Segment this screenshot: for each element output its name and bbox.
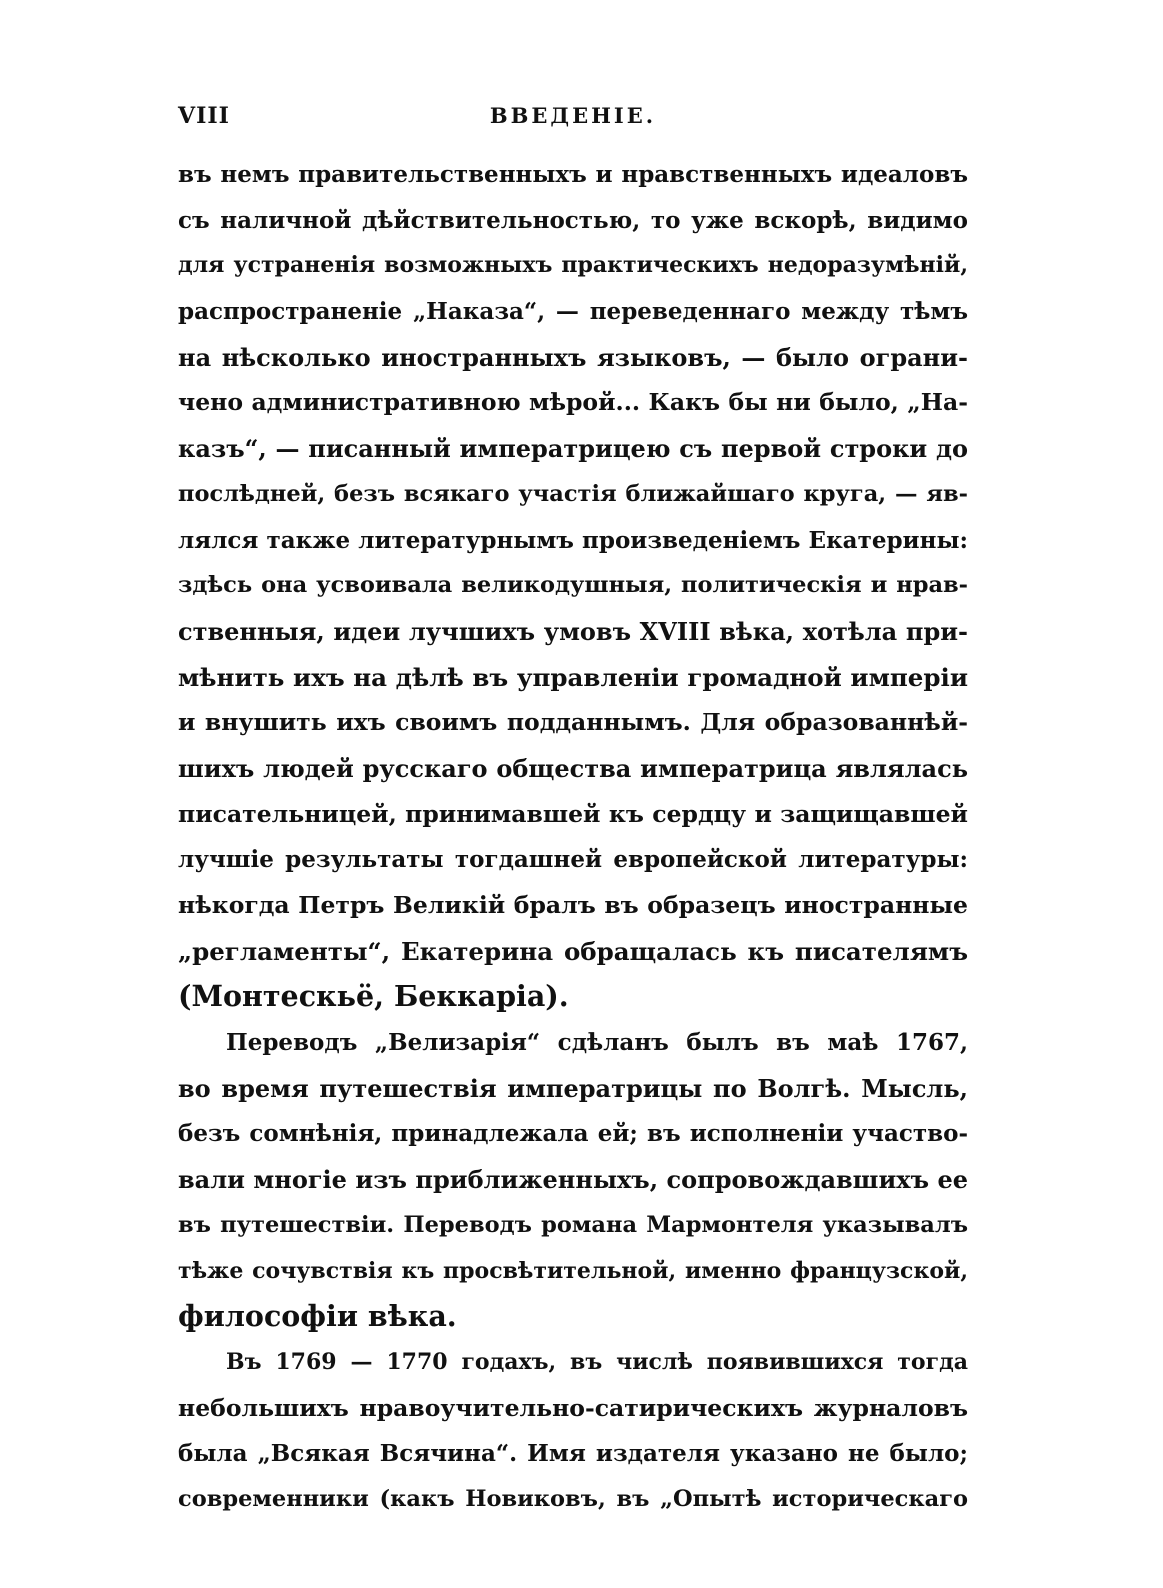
text-line: послѣдней, безъ всякаго участія ближайшаго круга, — яв- xyxy=(178,480,968,507)
text-line: въ немъ правительственныхъ и нравственныхъ идеаловъ xyxy=(178,161,968,188)
text-line: нѣкогда Петръ Великій бралъ въ образецъ иностранные xyxy=(178,891,968,919)
text-line: распространеніе „Наказа“, — переведеннаго между тѣмъ xyxy=(178,298,968,326)
body-text xyxy=(178,152,968,1523)
text-line: и внушить ихъ своимъ подданнымъ. Для образованнѣй- xyxy=(178,708,968,737)
text-line: была „Всякая Всячина“. Имя издателя указано не было; xyxy=(178,1440,968,1468)
text-line: здѣсь она усвоивала великодушныя, политическія и нрав- xyxy=(178,572,968,599)
text-line: тѣже сочувствія къ просвѣтительной, именно французской, xyxy=(178,1257,968,1284)
text-line: Переводъ „Велизарія“ сдѣланъ былъ въ маѣ 1767, xyxy=(226,1029,968,1057)
text-line: Въ 1769 — 1770 годахъ, въ числѣ появившихся тогда xyxy=(226,1348,968,1375)
paragraph-1 xyxy=(178,152,968,1020)
text-line: для устраненія возможныхъ практическихъ недоразумѣній, xyxy=(178,252,968,279)
text-line: „регламенты“, Екатерина обращалась къ писателямъ xyxy=(178,936,968,966)
paragraph-3 xyxy=(178,1340,968,1523)
page-header xyxy=(178,103,968,133)
text-line: небольшихъ нравоучительно-сатирическихъ журналовъ xyxy=(178,1393,968,1422)
text-line: философіи вѣка. xyxy=(178,1299,457,1334)
text-line: съ наличной дѣйствительностью, то уже вскорѣ, видимо xyxy=(178,206,968,234)
text-line: писательницей, принимавшей къ сердцу и защищавшей xyxy=(178,799,968,828)
text-line: въ путешествіи. Переводъ романа Мармонтеля указывалъ xyxy=(178,1211,968,1238)
text-line: казъ“, — писанный императрицею съ первой строки до xyxy=(178,434,968,464)
text-line: на нѣсколько иностранныхъ языковъ, — было ограни- xyxy=(178,342,968,372)
text-line: современники (какъ Новиковъ, въ „Опытѣ историческаго xyxy=(178,1485,968,1512)
text-line: безъ сомнѣнія, принадлежала ей; въ исполненіи участво- xyxy=(178,1120,968,1148)
text-line: лучшіе результаты тогдашней европейской литературы: xyxy=(178,846,968,874)
text-line: чено административною мѣрой... Какъ бы ни было, „На- xyxy=(178,388,968,417)
page-number: VIII xyxy=(178,103,230,129)
text-line: мѣнить ихъ на дѣлѣ въ управленіи громадной имперіи xyxy=(178,662,968,692)
text-line: шихъ людей русскаго общества императрица являлась xyxy=(178,753,968,783)
running-title: ВВЕДЕНІЕ. xyxy=(489,103,657,128)
paragraph-2 xyxy=(178,1020,968,1340)
text-line: во время путешествія императрицы по Волгѣ. Мысль, xyxy=(178,1073,968,1103)
text-line: ственныя, идеи лучшихъ умовъ XVIII вѣка, хотѣла при- xyxy=(178,616,968,646)
text-line: лялся также литературнымъ произведеніемъ Екатерины: xyxy=(178,526,968,554)
text-line: (Монтескьё, Беккаріа). xyxy=(178,979,569,1014)
text-line: вали многіе изъ приближенныхъ, сопровождавшихъ ее xyxy=(178,1165,968,1195)
